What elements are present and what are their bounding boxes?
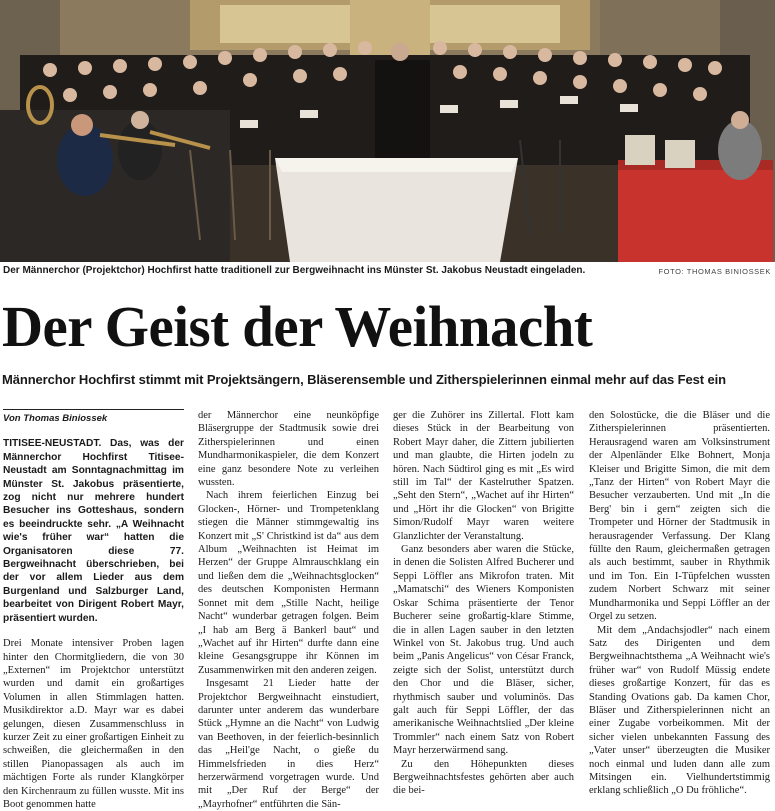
choir-in-church-image [0,0,775,262]
body-paragraph: Ganz besonders aber waren die Stücke, in denen die Solisten Alfred Bucherer und Seppi Löffler ans Mikrofon traten. Mit „Mamatschi“ des Wieners Komponisten Oskar Schima präsentierte der Tenor Bucherer seine großartig-klare Stimme, die in allen Lagen sauber in den letzten Winkel von St. Jakobus trug. Und auch beim „Panis Angelicus“ von César Franck, zeigte sich der Solist, unterstützt durch den Chor und die Bläser, sicher, rhythmisch sauber und voluminös. Das galt auch für Seppi Löffler, der das amerikanische Weihnachtslied „Der kleine Trommler“ nach einem Satz von Robert Mayr herzerwärmend sang. [393,544,574,757]
lead-paragraph: TITISEE-NEUSTADT. Das, was der Männerchor Hochfirst Titisee-Neustadt am Sonntagnachmittag im Münster St. Jakobus präsentierte, zog nicht nur mehrere hundert Besucher ins Gotteshaus, sondern es beeindruckte sehr. „A Weihnacht wie's früher war“ hatten die Organisatoren diese 77. Bergweihnacht überschrieben, bei der vor allem Lieder aus dem Burgenland und Salzburger Land, bearbeitet von Dirigent Robert Mayr, präsentiert wurden. [3,438,184,624]
body-paragraph: Mit dem „Andachsjodler“ nach einem Satz des Dirigenten und dem Bergweihnachtsthema „A Weihnacht wie's früher war“ von Rudolf Müssig endete dieses großartige Konzert, für das es Standing Ovations gab. Da kamen Chor, Bläser und Zitherspielerinnen nicht an einer Zugabe vorbeikommen. Mit der sicher vielen unbekannten Fassung des „Vater unser“ überzeugten die Musiker noch einmal und luden dann alle zum Mitsingen ein. Vielhundertstimmig erklang schließlich „O Du fröhliche“. [589,624,770,797]
article-column-4 [589,409,770,797]
article-column-3 [393,409,574,797]
body-paragraph: ger die Zuhörer ins Zillertal. Flott kam dieses Stück in der Bearbeitung von Robert Mayr daher, die Zittern jubilierten und man glaubte, die Hirten jodeln zu hören. Nach Südtirol ging es mit „Es wird still im Tal“ der Kastelruther Spatzen. „Seht den Stern“, „Wachet auf ihr Hirten“ und „Hört ihr die Glocken“ von Brigitte Simon/Rudolf Mayr waren weitere Glanzlichter der Veranstaltung. [393,410,574,542]
body-paragraph: Drei Monate intensiver Proben lagen hinter den Chormitgliedern, die von 30 „Externen“ im Projektchor unterstützt wurden und damit ein großartiges Volumen in allen Stimmlagen hatten. Musikdirektor a.D. Mayr war es dabei gelungen, diesen Zusammenschluss in kurzer Zeit zu einer großartigen Einheit zu schweißen, die gleichermaßen in den stillen Pianopassagen als auch im mächtigen Forte als runder Klangkörper den Kirchenraum zu füllen wusste. Mit ins Boot genommen hatte [3,638,184,810]
article-column-1 [3,409,184,810]
concert-photo [0,0,775,262]
photo-credit: FOTO: THOMAS BINIOSSEK [658,267,771,276]
byline: Von Thomas Biniossek [3,413,108,424]
body-paragraph: Nach ihrem feierlichen Einzug bei Glocken-, Hörner- und Trompetenklang stiegen die Männer stimmgewaltig ins Konzert mit „S' Christkind ist da“ aus dem Album „Weihnachten ist Heimat im Herzen“ der Gruppe Almrauschklang ein und ließen dem die „Weihnachtsglocken“ des deutschen Komponisten Hermann Sonnet mit dem „Stille Nacht, heilige Nacht“ wunderbar getragen folgen. Beim „I hab am Berg ä Bankerl baut“ und „Wachet auf ihr Hirten“ durfte dann eine kleine Gesangsgruppe ihr Können im Zusammenwirken mit den anderen zeigen. [198,490,379,676]
body-paragraph: den Solostücke, die die Bläser und die Zitherspielerinnen präsentierten. Herausragend waren am Volksinstrument der Alpenländer Elke Bohnert, Monja Kleiser und Brigitte Simon, die mit dem „Tanz der Hirten“ von Robert Mayr die Besucher verzauberten. Und mit „In die Berg' bin i gern“ zeigten sich die Trompeter und Hörner der Stadtmusik in herausragender Verfassung. Der Klang füllte den Raum, gleichermaßen getragen als auch bestimmt, sauber in Rhythmik und im Ton. Ein I-Tüpfelchen wussten zudem Norbert Schwarz mit seiner Mundharmonika und Seppi Löffler an der Orgel zu setzen. [589,410,770,623]
article-column-2 [198,409,379,810]
article-headline: Der Geist der Weihnacht [2,294,593,359]
body-paragraph: der Männerchor eine neunköpfige Bläsergruppe der Stadtmusik sowie drei Zitherspielerinnen und einen Mundharmonikaspieler, die dem Konzert eine ganz besondere Note zu verleihen wussten. [198,410,379,489]
photo-caption: Der Männerchor (Projektchor) Hochfirst hatte traditionell zur Bergweihnacht ins Münster St. Jakobus Neustadt eingeladen. [3,265,586,276]
body-paragraph: Insgesamt 21 Lieder hatte der Projektchor Bergweihnacht einstudiert, darunter unter anderem das wunderbare Stück „Hymne an die Nacht“ von Ludwig van Beethoven, in der feierlich-besinnlich das „Heil'ge Nacht, o gieße du Himmelsfrieden in dies Herz“ herzerwärmend vorgetragen wurde. Und mit „Der Ruf der Berge“ der „Mayrhofner“ entführten die Sän- [198,678,379,810]
body-paragraph: Zu den Höhepunkten dieses Bergweihnachtsfestes gehörten aber auch die bei- [393,758,574,797]
article-subheadline: Männerchor Hochfirst stimmt mit Projektsängern, Bläserensemble und Zitherspielerinnen einmal mehr auf das Fest ein [2,372,727,387]
